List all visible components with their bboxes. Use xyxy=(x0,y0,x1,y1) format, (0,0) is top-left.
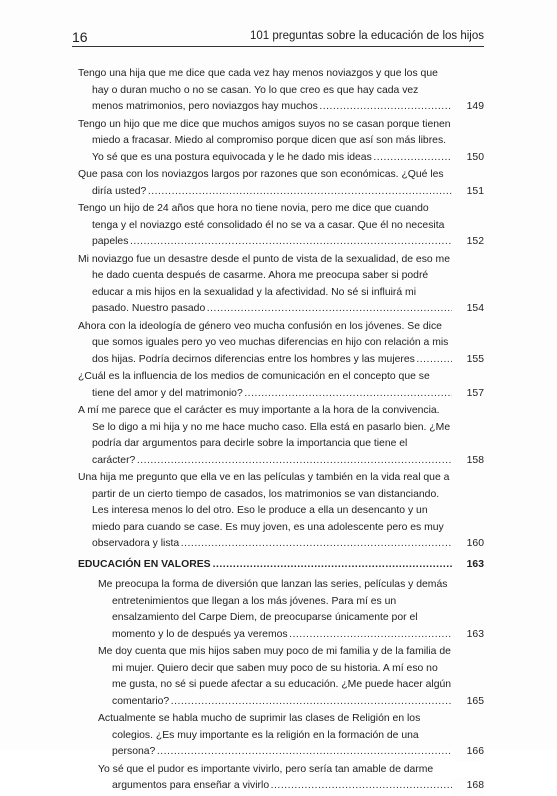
toc-entry-text xyxy=(78,577,452,643)
toc-entry-page: 166 xyxy=(452,744,484,761)
page-header xyxy=(72,28,484,47)
toc-entry-title: Tengo una hija que me dice que cada vez hay menos noviazgos y que los que hay o duran mucho o no se casan. Yo lo que creo es que hay cada vez menos matrimonios, pero noviazgos hay muchos xyxy=(78,68,438,112)
toc-entry-title: Actualmente se habla mucho de suprimir las clases de Religión en los colegios. ¿Es muy importante es la religión en la formación de una persona? xyxy=(98,713,421,757)
toc-entry-title: A mí me parece que el carácter es muy importante a la hora de la convivencia. Se lo digo a mi hija y no me hace mucho caso. Ella está en pasarlo bien. ¿Me podría dar argumentos para decirle sobre la importancia que tiene el carácter? xyxy=(78,405,451,466)
toc-entry-text xyxy=(78,66,452,116)
toc-entry xyxy=(78,369,484,402)
toc-entry-page: 155 xyxy=(452,352,484,369)
toc-entry-title: Yo sé que el pudor es importante vivirlo, pero sería tan amable de darme argumentos para enseñar a vivirlo xyxy=(98,763,434,791)
toc-entry xyxy=(78,644,484,710)
toc-entry xyxy=(78,470,484,553)
toc-entry-text xyxy=(78,403,452,469)
toc-entry-page: 150 xyxy=(452,150,484,167)
toc-entry-page: 154 xyxy=(452,301,484,318)
toc-entry xyxy=(78,762,484,795)
toc-entry-title: ¿Cuál es la influencia de los medios de comunicación en el concepto que se tiene del amor y del matrimonio? xyxy=(78,371,430,399)
toc-entry-page: 160 xyxy=(452,536,484,553)
toc-entry xyxy=(78,403,484,469)
toc-entry-title: Me preocupa la forma de diversión que lanzan las series, películas y demás entretenimientos que llegan a los más jóvenes. Para mí es un ensalzamiento del Carpe Diem, de preocuparse únicamente por el momento y lo de después ya veremos xyxy=(98,579,448,640)
toc-entry xyxy=(78,201,484,251)
toc-entry-text xyxy=(78,117,452,167)
running-head: 101 preguntas sobre la educación de los hijos xyxy=(250,30,484,42)
toc-entry-title: EDUCACIÓN EN VALORES xyxy=(78,558,211,570)
toc-entry-page: 168 xyxy=(452,778,484,795)
toc-entry-text xyxy=(78,319,452,369)
toc-entry-title: Que pasa con los noviazgos largos por razones que son económicas. ¿Qué les diría usted? xyxy=(78,169,444,197)
toc-entry-title: Me doy cuenta que mis hijos saben muy poco de mi familia y de la familia de mi mujer. Quiero decir que saben muy poco de su historia. A mí eso no me gusta, no sé si puede afectar a su educación. ¿Me puede hacer algún comentario? xyxy=(98,646,452,707)
toc-entry-text xyxy=(78,201,452,251)
toc-entry-text xyxy=(78,167,452,200)
toc-entry-text xyxy=(78,644,452,710)
toc-entry-page: 151 xyxy=(452,184,484,201)
toc-entry xyxy=(78,66,484,116)
toc-entry-title: Tengo un hijo que me dice que muchos amigos suyos no se casan porque tienen miedo a fracasar. Miedo al compromiso porque dicen que así son más libres. Yo sé que es una postura equivocada y le he dado mis ideas xyxy=(78,118,451,163)
toc-entry-title: Ahora con la ideología de género veo mucha confusión en los jóvenes. Se dice que somos iguales pero yo veo muchas diferencias en hijo con relación a mis dos hijas. Podría decirnos diferencias entre los hombres y las mujeres xyxy=(78,320,449,365)
toc-entry xyxy=(78,711,484,761)
toc-entry xyxy=(78,117,484,167)
toc-entry-page: 158 xyxy=(452,453,484,470)
table-of-contents xyxy=(78,66,484,796)
toc-entry-page: 163 xyxy=(452,557,484,574)
toc-entry-title: Mi noviazgo fue un desastre desde el punto de vista de la sexualidad, de eso me he dado cuenta después de casarme. Ahora me preocupa saber si podré educar a mis hijos en la sexualidad y la afectividad. No sé si influirá mi pasado. Nuestro pasado xyxy=(78,253,450,314)
toc-entry-text xyxy=(78,557,452,574)
page-number: 16 xyxy=(72,29,88,45)
toc-entry-title: Tengo un hijo de 24 años que hora no tiene novia, pero me dice que cuando tenga y el noviazgo esté consolidado él no se va a casar. Que él no necesita papeles xyxy=(78,203,445,247)
toc-entry-title: Una hija me pregunto que ella ve en las películas y también en la vida real que a partir de un cierto tiempo de casados, los matrimonios se van distanciando. Les interesa menos lo del otro. Eso le produce a ella un desencanto y un miedo para cuando se case. Es muy joven, es una adolescente pero es muy observadora y lista xyxy=(78,472,450,549)
toc-entry-text xyxy=(78,369,452,402)
toc-entry-page: 157 xyxy=(452,386,484,403)
toc-entry xyxy=(78,577,484,643)
toc-entry-page: 152 xyxy=(452,234,484,251)
toc-entry xyxy=(78,252,484,318)
toc-entry-text xyxy=(78,711,452,761)
toc-entry-text xyxy=(78,470,452,553)
toc-entry-page: 165 xyxy=(452,694,484,711)
toc-section-heading xyxy=(78,557,484,574)
toc-entry-text xyxy=(78,762,452,795)
toc-entry-text xyxy=(78,252,452,318)
toc-entry xyxy=(78,167,484,200)
toc-entry-page: 163 xyxy=(452,627,484,644)
toc-entry xyxy=(78,319,484,369)
toc-entry-page: 149 xyxy=(452,99,484,116)
